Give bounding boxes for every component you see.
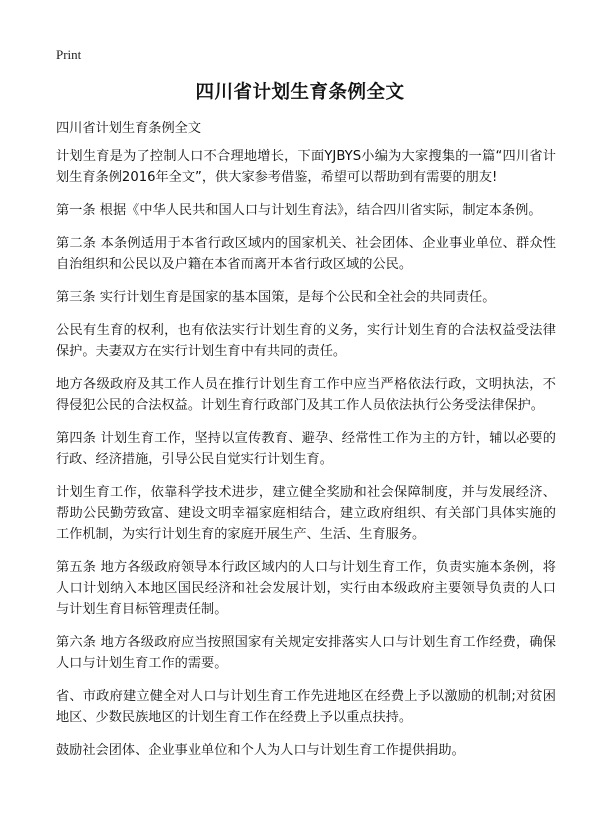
paragraph: 第四条 计划生育工作，坚持以宣传教育、避孕、经常性工作为主的方针，辅以必要的行政、经济措施，引导公民自觉实行计划生育。 xyxy=(56,431,556,467)
page-title: 四川省计划生育条例全文 xyxy=(195,82,405,103)
paragraph: 第一条 根据《中华人民共和国人口与计划生育法》，结合四川省实际，制定本条例。 xyxy=(56,203,542,218)
paragraph: 计划生育工作，依靠科学技术进步，建立健全奖励和社会保障制度，并与发展经济、帮助公民勤劳致富、建设文明幸福家庭相结合，建立政府组织、有关部门具体实施的工作机制，为实行计划生育的家庭开展生产、生活、生育服务。 xyxy=(56,485,556,542)
document-body xyxy=(56,146,556,773)
paragraph: 第三条 实行计划生育是国家的基本国策，是每个公民和全社会的共同责任。 xyxy=(56,290,496,305)
paragraph: 第五条 地方各级政府领导本行政区域内的人口与计划生育工作，负责实施本条例，将人口计划纳入本地区国民经济和社会发展计划，实行由本级政府主要领导负责的人口与计划生育目标管理责任制。 xyxy=(56,560,556,617)
paragraph: 鼓励社会团体、企业事业单位和个人为人口与计划生育工作提供捐助。 xyxy=(56,743,465,758)
paragraph: 计划生育是为了控制人口不合理地增长，下面YJBYS小编为大家搜集的一篇“四川省计划生育条例2016年全文”，供大家参考借鉴，希望可以帮助到有需要的朋友! xyxy=(56,149,556,185)
paragraph: 第二条 本条例适用于本省行政区域内的国家机关、社会团体、企业事业单位、群众性自治组织和公民以及户籍在本省而离开本省行政区域的公民。 xyxy=(56,236,556,272)
paragraph: 公民有生育的权利，也有依法实行计划生育的义务，实行计划生育的合法权益受法律保护。夫妻双方在实行计划生育中有共同的责任。 xyxy=(56,323,556,359)
print-link[interactable]: Print xyxy=(56,47,82,62)
document-subtitle: 四川省计划生育条例全文 xyxy=(56,121,202,136)
paragraph: 地方各级政府及其工作人员在推行计划生育工作中应当严格依法行政，文明执法，不得侵犯公民的合法权益。计划生育行政部门及其工作人员依法执行公务受法律保护。 xyxy=(56,377,556,413)
paragraph: 第六条 地方各级政府应当按照国家有关规定安排落实人口与计划生育工作经费，确保人口与计划生育工作的需要。 xyxy=(56,635,556,671)
paragraph: 省、市政府建立健全对人口与计划生育工作先进地区在经费上予以激励的机制;对贫困地区、少数民族地区的计划生育工作在经费上予以重点扶持。 xyxy=(56,689,556,725)
